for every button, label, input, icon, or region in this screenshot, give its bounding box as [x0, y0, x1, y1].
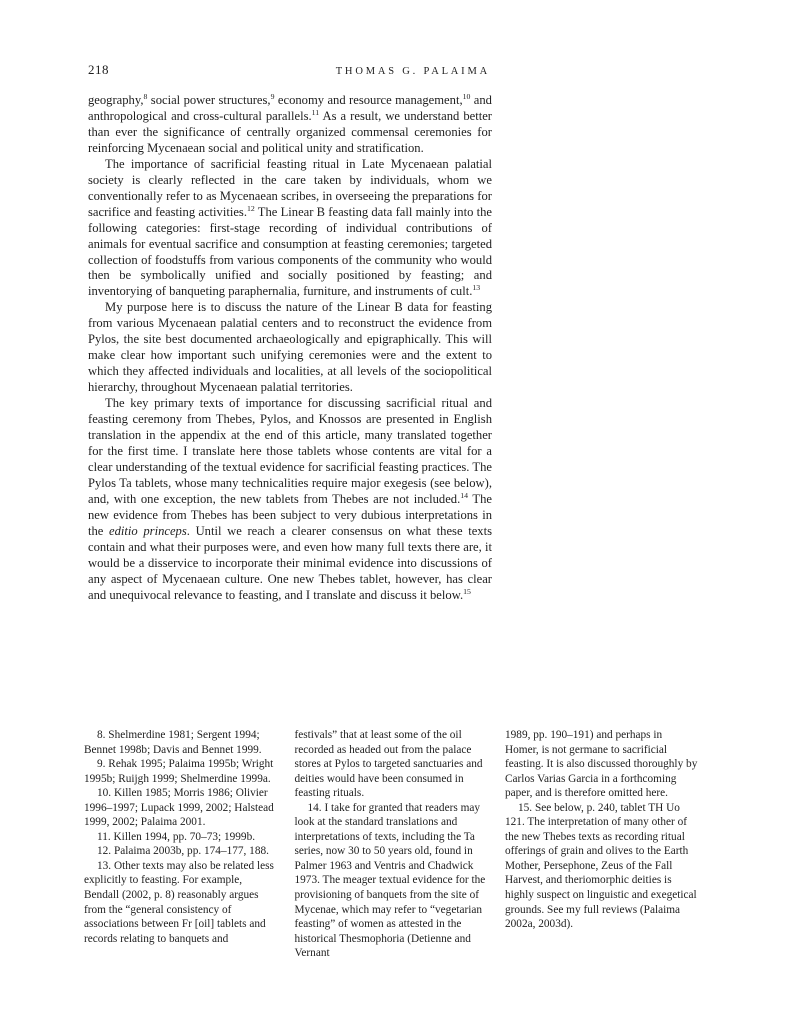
- footnote-reference: 15: [463, 586, 471, 596]
- footnote: 8. Shelmerdine 1981; Sergent 1994; Bennet 1998b; Davis and Bennet 1999.: [84, 729, 262, 756]
- italic-phrase: editio princeps: [109, 523, 187, 538]
- footnote: 14. I take for granted that readers may look at the standard translations and interpretations of texts, including the Ta series, now 30 to 50 years old, found in Palmer 1963 and Ventris and Chadwick 1973. The meager textual evidence for the provisioning of banquets from the site of Mycenae, which may refer to “vegetarian feasting” of women as attested in the historical Thesmophoria (Detienne and Vernant: [294, 801, 486, 960]
- body-paragraph: geography,$^8$ social power structures,$^9$ economy and resource management,$^{10}$ and anthropological and cross-cultural parallels.$^{11}$ As a result, we understand better than ever the significance of centrally organized commensal ceremonies for reinforcing Mycenaean social and political unity and stratification.: [88, 91, 492, 155]
- page-number: 218: [88, 62, 109, 77]
- footnote: 10. Killen 1985; Morris 1986; Olivier 1996–1997; Lupack 1999, 2002; Halstead 1999, 2002; Palaima 2001.: [84, 787, 274, 829]
- footnote-column: [295, 728, 488, 961]
- footnote-reference: 12: [246, 203, 255, 213]
- article-body: [88, 93, 492, 604]
- footnote-column: [505, 728, 698, 961]
- page-header: [88, 62, 490, 78]
- footnote: festivals” that at least some of the oil recorded as headed out from the palace stores at Pylos to targeted sanctuaries and deities would have been consumed in feasting rituals.: [294, 729, 483, 800]
- footnote-column: [84, 728, 277, 961]
- footnote-reference: 14: [460, 490, 469, 500]
- body-paragraph: The key primary texts of importance for discussing sacrificial ritual and feasting ceremony from Thebes, Pylos, and Knossos are presented in English translation in the appendix at the end of this article, many translated together for the first time. I translate here those tablets whose contents are vital for a clear understanding of the textual evidence for sacrificial feasting practices. The Pylos Ta tablets, whose many technicalities require major exegesis (see below), and, with one exception, the new tablets from Thebes are not included.$^{14}$ The new evidence from Thebes has been subject to very dubious interpretations in the editio princeps. Until we reach a clearer consensus on what these texts contain and what their purposes were, and even how many full texts there are, it would be a disservice to incorporate their minimal evidence into discussions of any aspect of Mycenaean culture. One new Thebes tablet, however, has clear and unequivocal relevance to feasting, and I translate and discuss it below.$^{15}$: [88, 396, 492, 602]
- footnote-reference: 8: [143, 91, 148, 101]
- footnote: 12. Palaima 2003b, pp. 174–177, 188.: [97, 845, 269, 858]
- footnote-reference: 11: [311, 107, 320, 117]
- footnote: 15. See below, p. 240, tablet TH Uo 121. The interpretation of many other of the new Thebes texts as recording ritual offerings of grain and olives to the Earth Mother, Persephone, Zeus of the Fall Harvest, and theriomorphic deities is highly suspect on linguistic and exegetical grounds. See my full reviews (Palaima 2002a, 2003d).: [505, 801, 697, 931]
- footnotes-section: [84, 728, 698, 961]
- footnote: 9. Rehak 1995; Palaima 1995b; Wright 1995b; Ruijgh 1999; Shelmerdine 1999a.: [84, 758, 274, 785]
- footnote-reference: 10: [462, 91, 471, 101]
- footnote: 11. Killen 1994, pp. 70–73; 1999b.: [97, 830, 256, 843]
- footnote-reference: 9: [270, 91, 275, 101]
- footnote-reference: 13: [472, 283, 481, 293]
- body-paragraph: The importance of sacrificial feasting ritual in Late Mycenaean palatial society is clearly reflected in the care taken by individuals, whom we conventionally refer to as Mycenaean scribes, in overseeing the preparations for sacrifice and feasting activities.$^{12}$ The Linear B feasting data fall mainly into the following categories: first-stage recording of individual contributions of animals for eventual sacrifice and consumption at feasting ceremonies; targeted collection of foodstuffs from various components of the community who would then be symbolically unified and socially positioned by feasting; and inventorying of banqueting paraphernalia, furniture, and instruments of cult.$^{13}$: [88, 156, 492, 299]
- running-head-author: THOMAS G. PALAIMA: [335, 66, 490, 77]
- footnote: 13. Other texts may also be related less explicitly to feasting. For example, Bendall (2002, p. 8) reasonably argues from the “general consistency of associations between Fr [oil] tablets and records relating to banquets and: [84, 859, 274, 945]
- footnote: 1989, pp. 190–191) and perhaps in Homer, is not germane to sacrificial feasting. It is also discussed thoroughly by Carlos Varias Garcia in a forthcoming paper, and is therefore omitted here.: [505, 729, 698, 800]
- body-paragraph: My purpose here is to discuss the nature of the Linear B data for feasting from various Mycenaean palatial centers and to reconstruct the evidence from Pylos, the site best documented archaeologically and epigraphically. This will make clear how important such unifying ceremonies were and the extent to which they affected individuals and localities, at all levels of the sociopolitical hierarchy, throughout Mycenaean palatial territories.: [88, 300, 492, 395]
